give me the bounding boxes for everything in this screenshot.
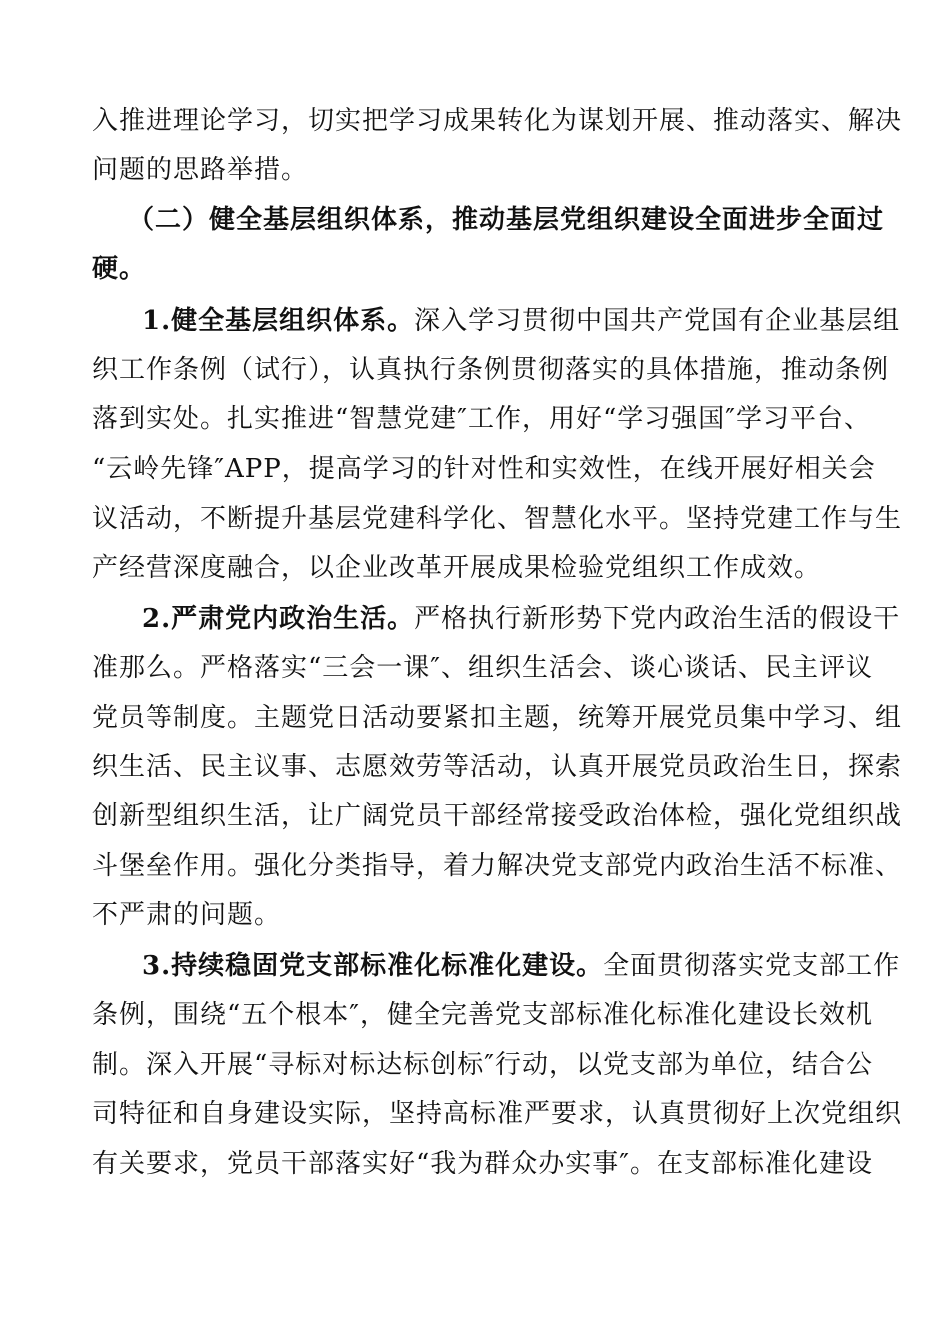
text-line: 织生活、民主议事、志愿效劳等活动，认真开展党员政治生日，探索 xyxy=(92,752,903,782)
text-line: 问题的思路举措。 xyxy=(92,155,309,185)
text-line: 斗堡垒作用。强化分类指导，着力解决党支部党内政治生活不标准、 xyxy=(92,851,903,881)
text-line: 制。深入开展“寻标对标达标创标″行动，以党支部为单位，结合公 xyxy=(92,1050,874,1080)
text-line: 创新型组织生活，让广阔党员干部经常接受政治体检，强化党组织战 xyxy=(92,801,903,831)
text-line: “云岭先锋″APP，提高学习的针对性和实效性，在线开展好相关会 xyxy=(92,454,876,484)
item-title: 2.严肃党内政治生活。 xyxy=(142,604,415,634)
item-text: 严格执行新形势下党内政治生活的假设干 xyxy=(414,604,901,634)
item-title: 3.持续稳固党支部标准化标准化建设。 xyxy=(142,951,604,981)
item-title: 1.健全基层组织体系。 xyxy=(142,306,415,336)
text-line: 不严肃的问题。 xyxy=(92,900,282,930)
text-line: 产经营深度融合，以企业改革开展成果检验党组织工作成效。 xyxy=(92,553,822,583)
text-line: 条例，围绕“五个根本″，健全完善党支部标准化标准化建设长效机 xyxy=(92,1000,874,1030)
text-line: 司特征和自身建设实际，坚持高标准严要求，认真贯彻好上次党组织 xyxy=(92,1099,903,1129)
item-first-line xyxy=(142,306,900,336)
text-line: 议活动，不断提升基层党建科学化、智慧化水平。坚持党建工作与生 xyxy=(92,504,903,534)
text-line: 准那么。严格落实“三会一课″、组织生活会、谈心谈话、民主评议 xyxy=(92,653,874,683)
item-first-line xyxy=(142,951,900,981)
text-line: 有关要求，党员干部落实好“我为群众办实事″。在支部标准化建设 xyxy=(92,1149,874,1179)
text-line: 党员等制度。主题党日活动要紧扣主题，统筹开展党员集中学习、组 xyxy=(92,703,903,733)
item-text: 全面贯彻落实党支部工作 xyxy=(603,951,901,981)
item-text: 深入学习贯彻中国共产党国有企业基层组 xyxy=(414,306,901,336)
text-line: 入推进理论学习，切实把学习成果转化为谋划开展、推动落实、解决 xyxy=(92,106,903,136)
section-heading: （二）健全基层组织体系，推动基层党组织建设全面进步全面过 xyxy=(128,205,885,235)
item-first-line xyxy=(142,604,900,634)
text-line: 落到实处。扎实推进“智慧党建″工作，用好“学习强国″学习平台、 xyxy=(92,404,872,434)
text-line: 织工作条例（试行），认真执行条例贯彻落实的具体措施，推动条例 xyxy=(92,355,890,385)
section-heading: 硬。 xyxy=(92,254,147,284)
